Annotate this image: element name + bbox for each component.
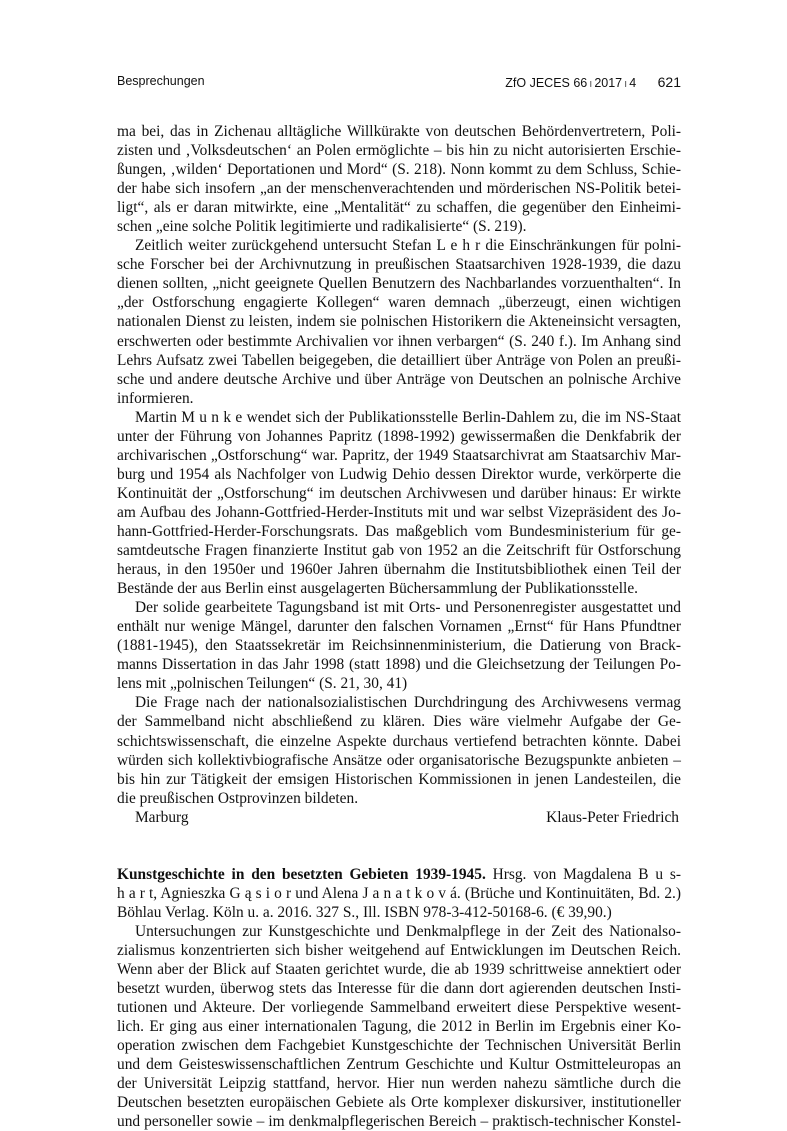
text-line: die preußischen Ostprovinzen bildeten.	[117, 789, 359, 807]
text-line: zisten und ‚Volksdeutschen‘ an Polen ermöglichte – bis hin zu nicht autorisierten Erschie-	[117, 142, 681, 160]
text-line: ligt“, als er daran mitwirkte, eine „Mentalität“ zu schaffen, die gegenüber den Einheimi-	[117, 199, 681, 217]
journal-issue: 4	[629, 76, 637, 90]
text-line	[117, 865, 681, 884]
book-editors: Hrsg. von Magdalena B u s-	[485, 865, 682, 883]
text-line: sche und andere deutsche Archive und über Anträge von Deutschen an polnische Archive	[117, 370, 681, 388]
review-bibliographic-entry	[117, 865, 681, 922]
text-line: samtdeutsche Fragen finanzierte Institut gab von 1952 an die Zeitschrift für Ostforschung	[117, 542, 681, 560]
text-line: Bestände der aus Berlin einst ausgelagerten Büchersammlung der Publikationsstelle.	[117, 580, 639, 598]
text-line: heraus, in den 1950er und 1960er Jahren übernahm die Institutsbibliothek einen Teil der	[117, 561, 681, 579]
text-line: zialismus konzentrierten sich bisher weitgehend auf Entwicklungen im Deutschen Reich.	[117, 941, 681, 959]
text-line: lens mit „polnischen Teilungen“ (S. 21, 30, 41)	[117, 675, 408, 693]
journal-abbrev: ZfO	[505, 76, 527, 90]
text-line: Kontinuität der „Ostforschung“ im deutschen Archivwesen und darüber hinaus: Er wirkte	[117, 484, 681, 502]
text-line: Der solide gearbeitete Tagungsband ist mit Orts- und Personenregister ausgestattet und	[135, 599, 681, 617]
text-line: ma bei, das in Zichenau alltägliche Willkürakte von deutschen Behördenvertretern, Poli-	[117, 123, 681, 140]
text-line: bis hin zur Tätigkeit der emsigen Historischen Kommissionen in jenen Landesteilen, die	[117, 770, 681, 788]
text-line: erschwerten oder bestimmte Archivalien vor ihnen verbargen“ (S. 240 f.). Im Anhang sind	[117, 332, 681, 350]
text-line: Böhlau Verlag. Köln u. a. 2016. 327 S., Ill. ISBN 978-3-412-50168-6. (€ 39,90.)	[117, 903, 612, 921]
text-line: lich. Er ging aus einer internationalen Tagung, die 2012 in Berlin im Ergebnis einer Ko-	[117, 1018, 681, 1036]
text-line: archivarischen „Ostforschung“ war. Papritz, der 1949 Staatsarchivrat am Staatsarchiv Mar-	[117, 446, 681, 464]
text-line: enthält nur wenige Mängel, darunter den falschen Vornamen „Ernst“ für Hans Pfundtner	[117, 618, 681, 636]
review-place: Marburg	[135, 808, 189, 826]
text-line: Zeitlich weiter zurückgehend untersucht Stefan L e h r die Einschränkungen für polni-	[135, 237, 681, 255]
page-number: 621	[657, 74, 681, 90]
journal-volume: 66	[573, 76, 588, 90]
text-line: sche Forscher bei der Archivnutzung in preußischen Staatsarchiven 1928-1939, die dazu	[117, 256, 681, 274]
text-line: nationalen Dienst zu leisten, indem sie polnischen Historikern die Akteneinsicht versagten,	[117, 313, 681, 331]
text-line: dienen sollten, „nicht geeignete Quellen Benutzern des Nachbarlandes vorzuenthalten“. In	[117, 275, 681, 293]
text-line: schichtswissenschaft, die einzelne Aspekte durchaus vertiefend betrachten könnte. Dabei	[117, 732, 681, 750]
text-line: besetzt wurden, überwog stets das Interesse für die dann dort agierenden deutschen Insti-	[117, 980, 681, 998]
text-line: am Aufbau des Johann-Gottfried-Herder-Instituts mit und war selbst Vizepräsident des Jo-	[117, 503, 681, 521]
text-line: würden sich kollektivbiografische Ansätze oder organisatorische Bezugspunkte anbieten –	[117, 751, 681, 769]
journal-info: ZfO JECES 66 ı 2017 ı 4 621	[505, 74, 681, 90]
journal-series: JECES	[529, 76, 570, 90]
review-text	[117, 922, 681, 1131]
running-header	[117, 74, 681, 94]
page-body	[117, 122, 681, 1131]
text-line: schen „eine solche Politik legitimierte und radikalisierte“ (S. 219).	[117, 218, 527, 236]
text-line: Untersuchungen zur Kunstgeschichte und Denkmalpflege in der Zeit des Nationalso-	[135, 922, 681, 940]
text-line: und dem Geisteswissenschaftlichen Zentrum Geschichte und Kultur Ostmitteleuropas an	[117, 1056, 681, 1074]
text-line: Lehrs Aufsatz zwei Tabellen beigegeben, die detailliert über Anträge von Polen an preußi-	[117, 351, 681, 369]
text-line: Wenn aber der Blick auf Staaten gerichtet wurde, die ab 1939 schrittweise annektiert oder	[117, 960, 681, 978]
review-signature	[117, 808, 681, 827]
text-line: (1881-1945), den Staatssekretär im Reichsinnenministerium, die Datierung von Brack-	[117, 637, 681, 655]
text-line: „der Ostforschung engagierte Kollegen“ waren demnach „überzeugt, einen wichtigen	[117, 294, 681, 312]
text-line: tutionen und Akteure. Der vorliegende Sammelband erweitert diese Perspektive wesent-	[117, 999, 681, 1017]
text-line: informieren.	[117, 389, 194, 407]
text-line: Martin M u n k e wendet sich der Publikationsstelle Berlin-Dahlem zu, die im NS-Staat	[135, 408, 681, 426]
book-title: Kunstgeschichte in den besetzten Gebieten 1939-1945.	[117, 865, 486, 883]
text-line: manns Dissertation in das Jahr 1998 (statt 1898) und die Gleichsetzung der Teilungen Po-	[117, 656, 681, 674]
reviewer-name: Klaus-Peter Friedrich	[546, 808, 679, 826]
text-line: ßungen, ‚wilden‘ Deportationen und Mord“ (S. 218). Nonn kommt zu dem Schluss, Schie-	[117, 161, 681, 179]
text-line: burg und 1954 als Nachfolger von Ludwig Dehio dessen Direktor wurde, verkörperte die	[117, 465, 681, 483]
text-line: der habe sich insofern „an der menschenverachtenden und mörderischen NS-Politik betei-	[117, 180, 681, 198]
text-line: h a r t, Agnieszka G ą s i o r und Alena J a n a t k o v á. (Brüche und Kontinuitäten, Bd. 2.)	[117, 884, 681, 902]
text-line: Die Frage nach der nationalsozialistischen Durchdringung des Archivwesens vermag	[135, 694, 681, 712]
section-title: Besprechungen	[117, 74, 205, 88]
text-line: operation zwischen dem Fachgebiet Kunstgeschichte der Technischen Universität Berlin	[117, 1037, 681, 1055]
text-line: unter der Führung von Johannes Papritz (1898-1992) gewissermaßen die Denkfabrik der	[117, 427, 681, 445]
text-line: der Sammelband nicht abschließend zu klären. Dies wäre vielmehr Aufgabe der Ge-	[117, 713, 681, 731]
text-line: der Universität Leipzig stattfand, hervor. Hier nun werden nahezu sämtliche durch die	[117, 1075, 681, 1093]
text-line: Deutschen besetzten europäischen Gebiete als Orte komplexer diskursiver, institutioneller	[117, 1094, 681, 1112]
text-line: hann-Gottfried-Herder-Forschungsrats. Das maßgeblich vom Bundesministerium für ge-	[117, 522, 681, 540]
review-continuation	[117, 122, 681, 808]
journal-year: 2017	[594, 76, 623, 90]
text-line: und personeller sowie – im denkmalpflegerischen Bereich – praktisch-technischer Konstel-	[117, 1113, 681, 1131]
